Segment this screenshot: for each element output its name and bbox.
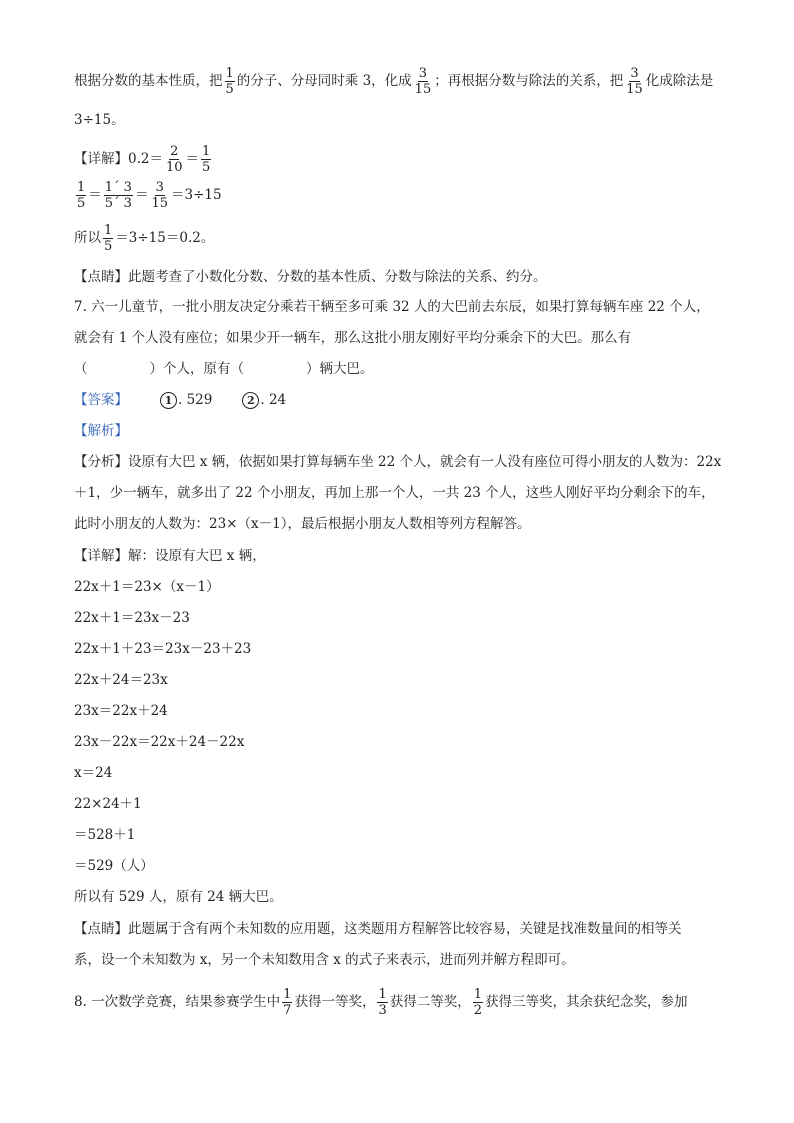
- q8-line-1: 8. 一次数学竞赛，结果参赛学生中 $\frac{1}{7}$ 获得一等奖， $\frac{1}{3}$ 获得二等奖， $\frac{1}{2}$ 获得三等奖，其余获纪念奖，参加: [74, 987, 688, 1018]
- detail-line: 【详解】0.2＝ $\frac{2}{10}$ ＝ $\frac{1}{5}$: [74, 144, 211, 175]
- text: 化成除法是: [645, 73, 714, 89]
- fraction: $\frac{1´ 3}{5´ 3}$: [104, 180, 132, 211]
- step-7: 22×24＋1: [74, 796, 142, 812]
- comment-text: 此题考查了小数化分数、分数的基本性质、分数与除法的关系、约分。: [128, 269, 547, 285]
- circled-number-2: 2: [242, 392, 259, 409]
- analysis-line-3: 此时小朋友的人数为：23×（x－1），最后根据小朋友人数相等列方程解答。: [74, 516, 531, 532]
- text: ；再根据分数与除法的关系，把: [434, 73, 624, 89]
- comment-line-1: 【点睛】此题属于含有两个未知数的应用题，这类题用方程解答比较容易，关键是找准数量间的相等关: [74, 921, 682, 937]
- circled-number-1: 1: [160, 392, 177, 409]
- detail-head: 【详解】解：设原有大巴 x 辆，: [74, 548, 266, 564]
- fraction: $\frac{1}{5}$: [202, 144, 211, 175]
- explanation-line-1: [74, 66, 713, 97]
- step-1: 22x＋1＝23x－23: [74, 610, 190, 626]
- step-6: x＝24: [74, 765, 113, 781]
- conclusion: 所以有 529 人，原有 24 辆大巴。: [74, 889, 283, 905]
- fraction: $\frac{1}{5}$: [225, 66, 234, 97]
- calc-line: $\frac{1}{5}$ ＝ $\frac{1´ 3}{5´ 3}$ ＝ $\frac{3}{15}$ ＝3÷15: [77, 180, 222, 211]
- fraction: $\frac{1}{5}$: [104, 223, 113, 254]
- comment-line: [74, 268, 547, 286]
- fraction: $\frac{1}{2}$: [473, 987, 483, 1018]
- text: 的分子、分母同时乘 3，化成: [236, 73, 412, 89]
- q7-line-3: （ ）个人，原有（ ）辆大巴。: [74, 361, 374, 377]
- step-8: ＝528＋1: [74, 827, 136, 843]
- comment-tag: 【点睛】: [74, 921, 128, 937]
- fraction: $\frac{1}{3}$: [378, 987, 387, 1018]
- fraction: $\frac{3}{15}$: [151, 180, 169, 211]
- detail-tag: 【详解】: [74, 548, 128, 564]
- step-9: ＝529（人）: [74, 858, 154, 874]
- q7-line-1: 7. 六一儿童节，一批小朋友决定分乘若干辆至多可乘 32 人的大巴前去东辰，如果打算每辆车座 22 个人，: [74, 299, 710, 315]
- answer-1: . 529: [178, 392, 213, 408]
- analysis-tag: 【解析】: [74, 423, 128, 439]
- comment-line-2: 系，设一个未知数为 x，另一个未知数用含 x 的式子来表示，进而列并解方程即可。: [74, 952, 575, 968]
- comment-tag: 【点睛】: [74, 269, 128, 285]
- answer-line: [74, 391, 286, 409]
- detail-tag: 【详解】: [74, 151, 128, 167]
- step-0: 22x＋1＝23×（x－1）: [74, 579, 220, 595]
- answer-tag: 【答案】: [74, 392, 128, 408]
- so-line: 所以 $\frac{1}{5}$ ＝3÷15＝0.2。: [74, 223, 215, 254]
- fraction: $\frac{1}{5}$: [77, 180, 86, 211]
- answer-2: . 24: [260, 392, 287, 408]
- text: 根据分数的基本性质，把: [74, 73, 223, 89]
- fraction: $\frac{3}{15}$: [626, 66, 643, 97]
- step-4: 23x＝22x＋24: [74, 703, 168, 719]
- step-2: 22x＋1＋23＝23x－23＋23: [74, 641, 252, 657]
- explanation-line-2: 3÷15。: [74, 112, 125, 128]
- fraction: $\frac{2}{10}$: [165, 144, 183, 175]
- analysis-line-2: ＋1，少一辆车，就多出了 22 个小朋友，再加上那一个人，一共 23 个人，这些人刚好平均分剩余下的车，: [74, 485, 715, 501]
- fraction: $\frac{3}{15}$: [414, 66, 432, 97]
- step-3: 22x＋24＝23x: [74, 672, 168, 688]
- q7-line-2: 就会有 1 个人没有座位；如果少开一辆车，那么这批小朋友刚好平均分乘余下的大巴。那么有: [74, 330, 632, 346]
- analysis-subtag: 【分析】: [74, 454, 128, 470]
- analysis-line-1: 【分析】设原有大巴 x 辆，依据如果打算每辆车坐 22 个人，就会有一人没有座位可得小朋友的人数为：22x: [74, 454, 722, 470]
- fraction: $\frac{1}{7}$: [283, 987, 292, 1018]
- step-5: 23x－22x＝22x＋24－22x: [74, 734, 245, 750]
